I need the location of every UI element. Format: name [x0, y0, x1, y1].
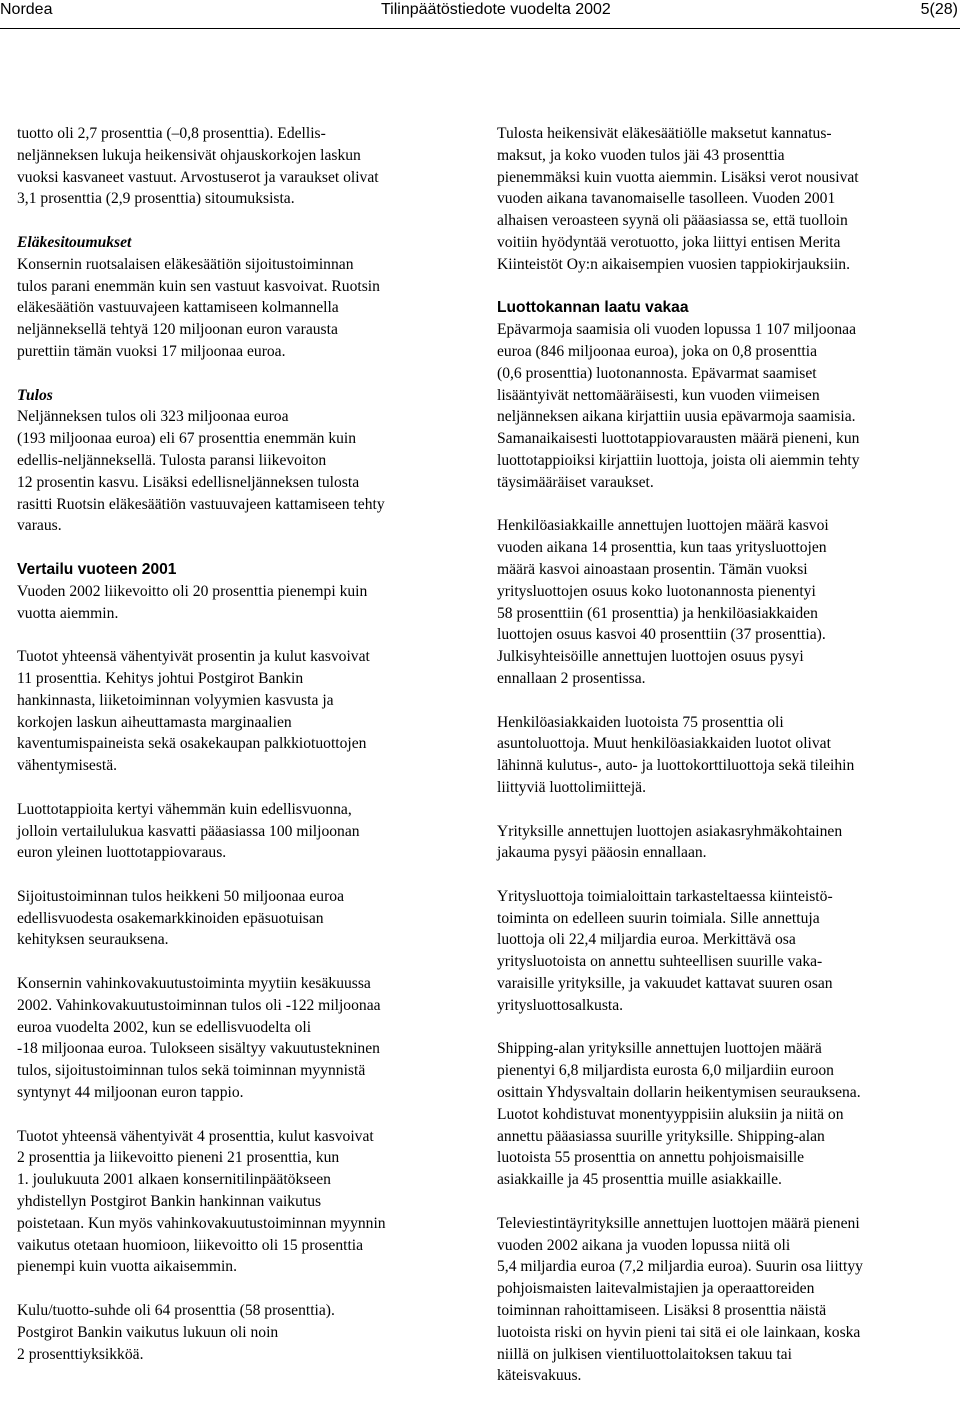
- header-divider: [0, 28, 960, 29]
- paragraph: Shipping-alan yrityksille annettujen luottojen määrä pienentyi 6,8 miljardista eurosta 6,0 miljardiin euroon osittain Yhdysvaltain dollarin heikentymisen seurauksena. Luotot kohdistuvat monentyyppisiin aluksiin ja niitä on annettu pääasiassa suurille yrityksille. Shipping-alan luotoista 55 prosenttia on annettu pohjoismaisille asiakkaille ja 45 prosenttia muille asiakkaille.: [497, 1040, 861, 1189]
- right-column: [497, 123, 952, 1409]
- section-heading-compare: Vertailu vuoteen 2001: [17, 560, 177, 578]
- paragraph: Kulu/tuotto-suhde oli 64 prosenttia (58 prosenttia). Postgirot Bankin vaikutus lukuun oli noin 2 prosenttiyksikköä.: [17, 1302, 335, 1363]
- paragraph: Epävarmoja saamisia oli vuoden lopussa 1 107 miljoonaa euroa (846 miljoonaa euroa), joka on 0,8 prosenttia (0,6 prosenttia) luotonannosta. Epävarmat saamiset lisääntyivät nettomääräisesti, kun vuoden viimeisen neljänneksen aikana kirjattiin uusia epävarmoja saamisia. Samanaikaisesti luottotappiovarausten määrä pieneni, kun luottotappioiksi kirjattiin luottoja, joista oli aiemmin tehty täysimääräiset varaukset.: [497, 321, 860, 491]
- left-column: [17, 123, 472, 1387]
- section-heading-result: Tulos: [17, 386, 53, 404]
- paragraph: Tuotot yhteensä vähentyivät prosentin ja kulut kasvoivat 11 prosenttia. Kehitys johtui Postgirot Bankin hankinnasta, liiketoiminnan volyymien kasvusta ja korkojen laskun aiheuttamasta marginaalien kaventumispaineista sekä osakekaupan palkkiotuottojen vähentymisestä.: [17, 648, 370, 775]
- paragraph: Televiestintäyrityksille annettujen luottojen määrä pieneni vuoden 2002 aikana ja vuoden lopussa niitä oli 5,4 miljardia euroa (7,2 miljardia euroa). Suurin osa liittyy pohjoismaisten laitevalmistajien ja operaattoreiden toiminnan rahoittamiseen. Lisäksi 8 prosenttia näistä luotoista riski on hyvin pieni tai sitä ei ole lainkaan, koska niillä on julkisen vientiluottolaitoksen takuu tai käteisvakuus.: [497, 1214, 863, 1385]
- paragraph: Tulosta heikensivät eläkesäätiölle maksetut kannatus- maksut, ja koko vuoden tulos jäi 43 prosenttia pienemmäksi kuin vuotta aiemmin. Lisäksi verot nousivat vuoden aikana tavanomaiselle tasolleen. Vuoden 2001 alhaisen veroasteen syynä oli pääasiassa se, että tuolloin voitiin hyödyntää verotuotto, joka liittyi entisen Merita Kiinteistöt Oy:n aikaisempien vuosien tappiokirjauksiin.: [497, 125, 859, 273]
- paragraph: Tuotot yhteensä vähentyivät 4 prosenttia, kulut kasvoivat 2 prosenttia ja liikevoitto pieneni 21 prosenttia, kun 1. joulukuuta 2001 alkaen konsernitilinpäätökseen yhdistellyn Postgirot Bankin hankinnan vaikutus poistetaan. Kun myös vahinkovakuutustoiminnan myynnin vaikutus otetaan huomioon, liikevoitto oli 15 prosenttia pienempi kuin vuotta aikaisemmin.: [17, 1127, 386, 1276]
- section-heading-credit: Luottokannan laatu vakaa: [497, 299, 689, 317]
- paragraph: Yrityksille annettujen luottojen asiakasryhmäkohtainen jakauma pysyi pääosin ennallaan.: [497, 822, 843, 862]
- section-heading-pension: Eläkesitoumukset: [17, 233, 132, 251]
- paragraph: Vuoden 2002 liikevoitto oli 20 prosenttia pienempi kuin vuotta aiemmin.: [17, 582, 368, 622]
- paragraph: Konsernin vahinkovakuutustoiminta myytiin kesäkuussa 2002. Vahinkovakuutustoiminnan tulos oli -122 miljoonaa euroa vuodelta 2002, kun se edellisvuodelta oli -18 miljoonaa euroa. Tulokseen sisältyy vakuutustekninen tulos, sijoitustoiminnan tulos sekä toiminnan myynnistä syntynyt 44 miljoonan euron tappio.: [17, 975, 381, 1102]
- paragraph: Konsernin ruotsalaisen eläkesäätiön sijoitustoiminnan tulos parani enemmän kuin sen vastuut kasvoivat. Ruotsin eläkesäätiön vastuuvajeen kattamiseen kolmannella neljänneksellä tehtyä 120 miljoonan euron varausta purettiin tämän vuoksi 17 miljoonaa euroa.: [17, 255, 380, 360]
- section-result: [17, 385, 472, 407]
- page-header: [0, 0, 960, 24]
- paragraph: tuotto oli 2,7 prosenttia (–0,8 prosenttia). Edellis- neljänneksen lukuja heikensivät ohjauskorkojen laskun vuoksi kasvaneet vastuut. Arvostuserot ja varaukset olivat 3,1 prosenttia (2,9 prosenttia) sitoumuksista.: [17, 125, 379, 208]
- paragraph: Yritysluottoja toimialoittain tarkasteltaessa kiinteistö- toiminta on edelleen suurin toimiala. Sille annettuja luottoja oli 22,4 miljardia euroa. Merkittävä osa yritysluotoista on annettu suhteellisen suurille vaka- varaisille yrityksille, ja vakuudet kattavat suuren osan yritysluottosalkusta.: [497, 887, 833, 1014]
- paragraph: Sijoitustoiminnan tulos heikkeni 50 miljoonaa euroa edellisvuodesta osakemarkkinoiden epäsuotuisan kehityksen seurauksena.: [17, 887, 344, 949]
- paragraph: Henkilöasiakkaille annettujen luottojen määrä kasvoi vuoden aikana 14 prosenttia, kun taas yritysluottojen määrä kasvoi ainoastaan prosentin. Tämän vuoksi yritysluottojen osuus koko luotonannosta pienentyi 58 prosenttiin (61 prosenttia) ja henkilöasiakkaiden luottojen osuus kasvoi 40 prosenttiin (37 prosenttia). Julkisyhteisöille annettujen luottojen osuus pysyi ennallaan 2 prosentissa.: [497, 517, 829, 687]
- document-title: Tilinpäätöstiedote vuodelta 2002: [381, 1, 611, 18]
- section-pension: [17, 232, 472, 254]
- paragraph: Neljänneksen tulos oli 323 miljoonaa euroa (193 miljoonaa euroa) eli 67 prosenttia enemmän kuin edellis-neljänneksellä. Tulosta paransi liikevoiton 12 prosentin kasvu. Lisäksi edellisneljänneksen tulosta rasitti Ruotsin eläkesäätiön vastuuvajeen kattamiseen tehty varaus.: [17, 408, 385, 535]
- paragraph: Henkilöasiakkaiden luotoista 75 prosenttia oli asuntoluottoja. Muut henkilöasiakkaiden luotot olivat lähinnä kulutus-, auto- ja luottokorttiluottoja sekä tileihin liittyviä luottolimiittejä.: [497, 713, 855, 796]
- company-name: Nordea: [0, 1, 53, 18]
- paragraph: Luottotappioita kertyi vähemmän kuin edellisvuonna, jolloin vertailulukua kasvatti pääasiassa 100 miljoonan euron yleinen luottotappiovaraus.: [17, 800, 360, 862]
- page-number: 5(28): [920, 1, 958, 18]
- section-credit: [497, 297, 952, 319]
- section-compare: [17, 559, 472, 581]
